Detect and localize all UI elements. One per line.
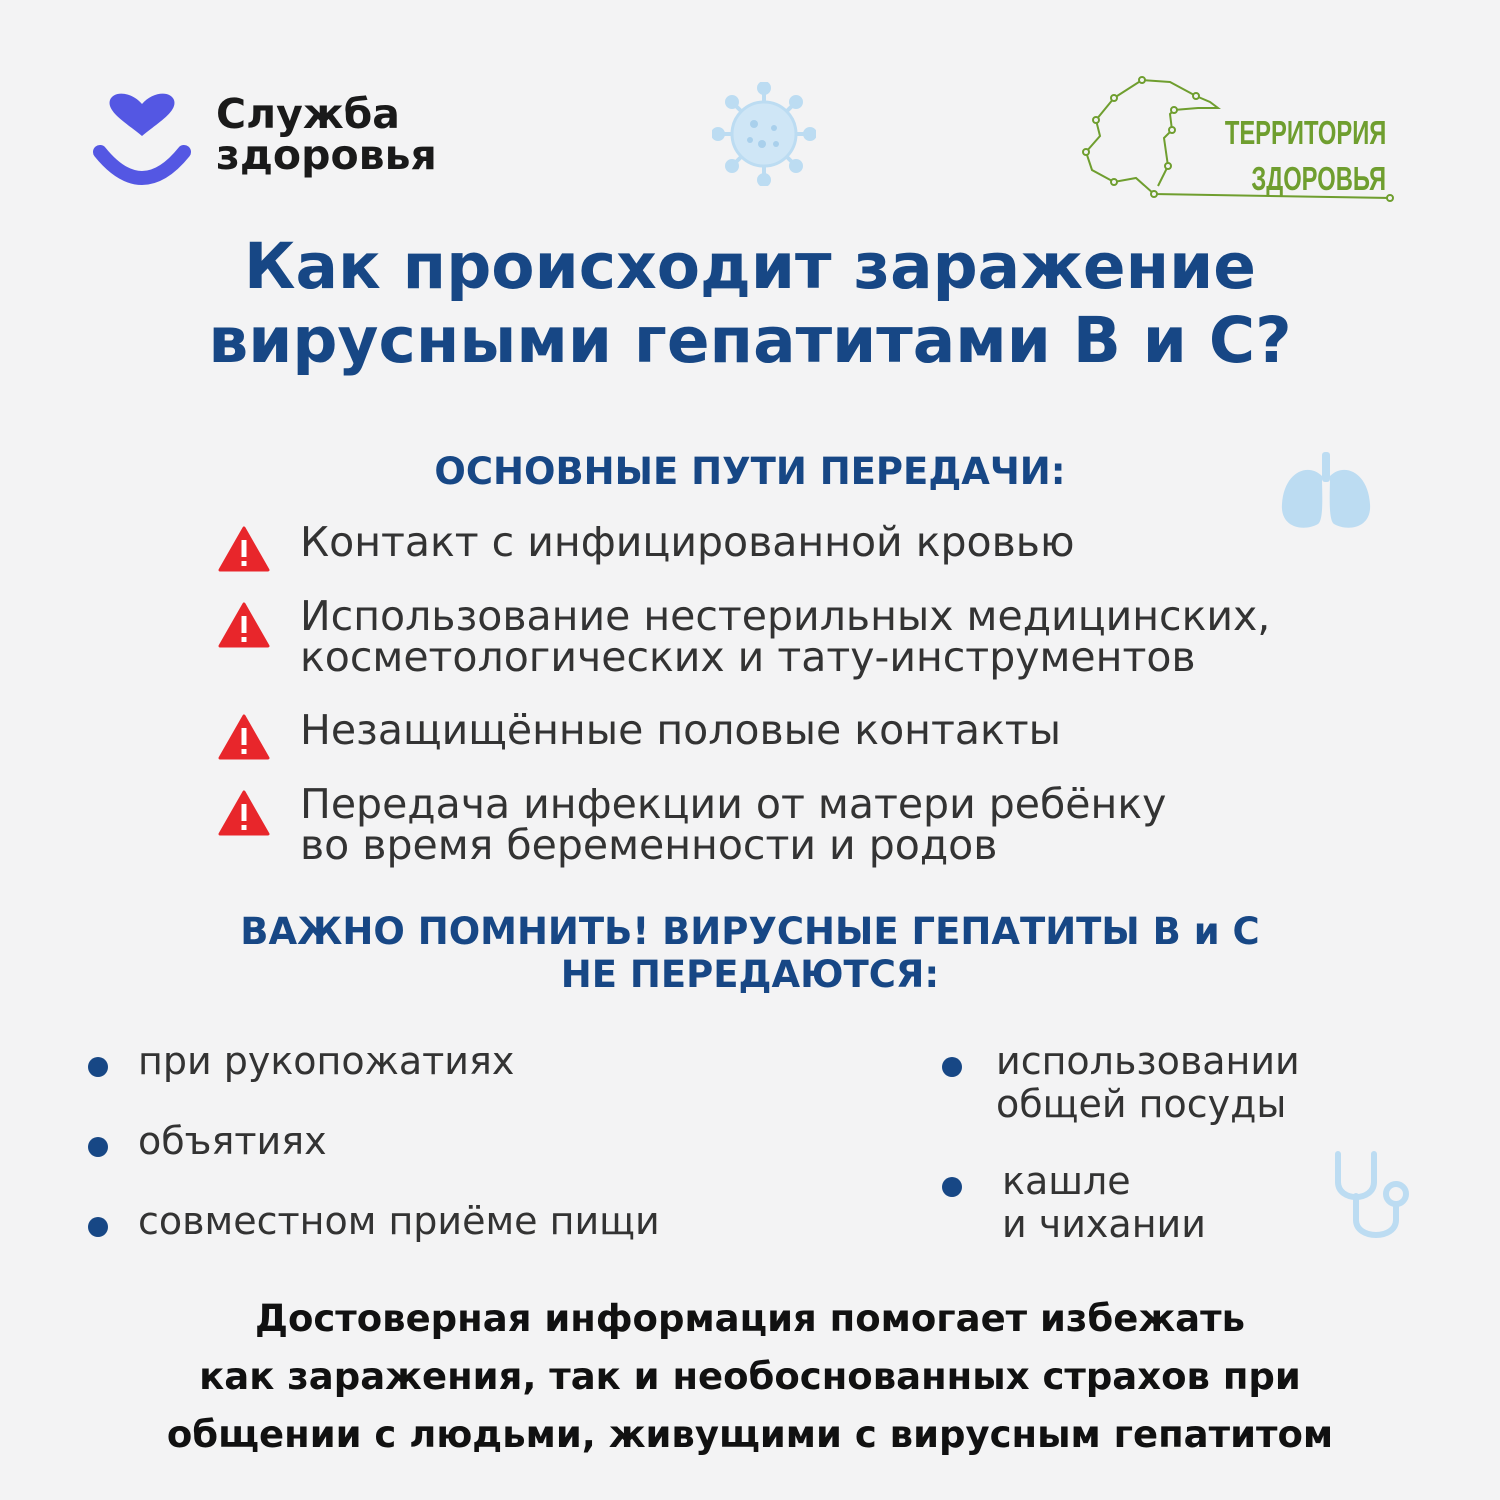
list-item: объятиях <box>88 1120 848 1170</box>
routes-heading: ОСНОВНЫЕ ПУТИ ПЕРЕДАЧИ: <box>434 450 1066 493</box>
warning-icon <box>218 790 270 836</box>
bullet-dot <box>88 1217 108 1237</box>
stethoscope-icon <box>1330 1148 1418 1248</box>
list-item: использовании общей посуды <box>942 1040 1422 1132</box>
warning-icon <box>218 526 270 572</box>
heart-smile-icon <box>92 92 192 188</box>
warning-icon <box>218 714 270 760</box>
route-item: Незащищённые половые контакты <box>218 710 1418 760</box>
warning-icon <box>218 602 270 648</box>
bullet-dot <box>88 1057 108 1077</box>
route-item: Использование нестерильных медицинских, косметологических и тату-инструментов <box>218 596 1418 686</box>
lungs-icon <box>1278 452 1374 532</box>
bullet-dot <box>942 1057 962 1077</box>
list-item: при рукопожатиях <box>88 1040 848 1090</box>
logo-right-line2: ЗДОРОВЬЯ <box>1251 160 1386 197</box>
route-item: Контакт с инфицированной кровью <box>218 522 1418 572</box>
footer-message: Достоверная информация помогает избежать как заражения, так и необоснованных страхов при общении с людьми, живущими с вирусным гепатитом <box>166 1297 1334 1456</box>
logo-territoriya-zdorovya <box>1078 74 1400 206</box>
logo-text: Служба здоровья <box>216 90 437 179</box>
list-item: совместном приёме пищи <box>88 1200 848 1250</box>
bullet-dot <box>942 1177 962 1197</box>
list-item: кашле и чихании <box>942 1160 1422 1252</box>
not-transmitted-heading: ВАЖНО ПОМНИТЬ! ВИРУСНЫЕ ГЕПАТИТЫ В и С НЕ ПЕРЕДАЮТСЯ: <box>240 910 1260 996</box>
page-title: Как происходит заражение вирусными гепатитами В и С? <box>208 230 1292 377</box>
logo-sluzhba-zdorovya <box>92 92 492 192</box>
route-item: Передача инфекции от матери ребёнку во время беременности и родов <box>218 784 1418 874</box>
logo-right-line1: ТЕРРИТОРИЯ <box>1224 114 1386 151</box>
bullet-dot <box>88 1137 108 1157</box>
virus-icon <box>712 82 816 186</box>
